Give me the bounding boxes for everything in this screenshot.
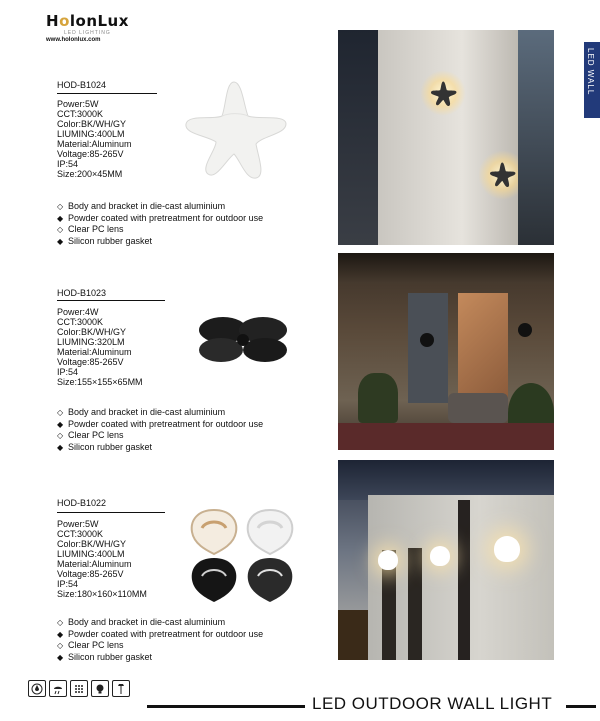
feature-item: ◆ Powder coated with pretreatment for outdoor use [57,418,264,429]
spec-size: Size:155×155×65MM [57,377,143,387]
feature-item: ◇ Body and bracket in die-cast aluminium [57,407,226,417]
model-underline [57,512,165,513]
spec-color: Color:BK/WH/GY [57,327,127,337]
brand-url: www.holonlux.com [46,37,101,43]
feature-item: ◇ Clear PC lens [57,224,124,234]
feature-item: ◇ Clear PC lens [57,430,124,440]
outdoor-rain-icon [49,680,67,697]
feature-item: ◆ Silicon rubber gasket [57,441,153,452]
spec-power: Power:5W [57,99,99,109]
product-features [57,617,263,663]
product-image-shell-lamps [188,506,296,606]
lamp-post-icon [112,680,130,697]
spec-lumen: LIUMING:400LM [57,549,125,559]
feature-item: ◆ Silicon rubber gasket [57,651,153,662]
spec-lumen: LIUMING:320LM [57,337,125,347]
installation-photo-1 [338,30,554,245]
waterproof-icon [28,680,46,697]
product-specs [57,99,132,179]
installation-photo-2 [338,253,554,450]
product-specs [57,307,143,387]
product-image-star-lamp [182,76,292,186]
product-specs [57,519,147,599]
product-features [57,201,263,247]
spec-material: Material:Aluminum [57,139,132,149]
spec-ip: IP:54 [57,159,79,169]
brand-tagline: LED LIGHTING [64,30,111,36]
spec-color: Color:BK/WH/GY [57,539,127,549]
product-features [57,407,263,453]
feature-item: ◇ Body and bracket in die-cast aluminium [57,617,226,627]
feature-item: ◇ Clear PC lens [57,640,124,650]
footer-rule-left [147,705,305,708]
spec-ip: IP:54 [57,579,79,589]
brand-name: HolonLux [46,12,129,30]
spec-voltage: Voltage:85-265V [57,357,124,367]
certification-icons [28,680,130,697]
feature-item: ◆ Powder coated with pretreatment for outdoor use [57,628,264,639]
star-lamp-icon [489,161,517,189]
spec-cct: CCT:3000K [57,109,104,119]
spec-color: Color:BK/WH/GY [57,119,127,129]
product-model: HOD-B1024 [57,80,107,90]
star-lamp-icon [430,80,458,108]
product-model: HOD-B1022 [57,498,107,508]
spec-power: Power:4W [57,307,99,317]
feature-item: ◆ Silicon rubber gasket [57,235,153,246]
spec-cct: CCT:3000K [57,529,104,539]
bulb-icon [91,680,109,697]
spec-material: Material:Aluminum [57,559,132,569]
footer-title: LED OUTDOOR WALL LIGHT [312,694,553,713]
feature-item: ◆ Powder coated with pretreatment for outdoor use [57,212,264,223]
spec-size: Size:200×45MM [57,169,123,179]
footer-rule-right [566,705,596,708]
product-image-petal-lamp [195,310,291,370]
spec-size: Size:180×160×110MM [57,589,147,599]
spec-power: Power:5W [57,519,99,529]
brand-logo [46,12,136,43]
spec-ip: IP:54 [57,367,79,377]
feature-item: ◇ Body and bracket in die-cast aluminium [57,201,226,211]
spec-voltage: Voltage:85-265V [57,569,124,579]
installation-photo-3 [338,460,554,660]
spec-voltage: Voltage:85-265V [57,149,124,159]
product-model: HOD-B1023 [57,288,107,298]
spec-cct: CCT:3000K [57,317,104,327]
spec-lumen: LIUMING:400LM [57,129,125,139]
side-category-tab [584,42,600,118]
model-underline [57,93,157,94]
side-tab-label: LED WALL [586,48,595,96]
spec-material: Material:Aluminum [57,347,132,357]
led-chip-icon [70,680,88,697]
model-underline [57,300,165,301]
